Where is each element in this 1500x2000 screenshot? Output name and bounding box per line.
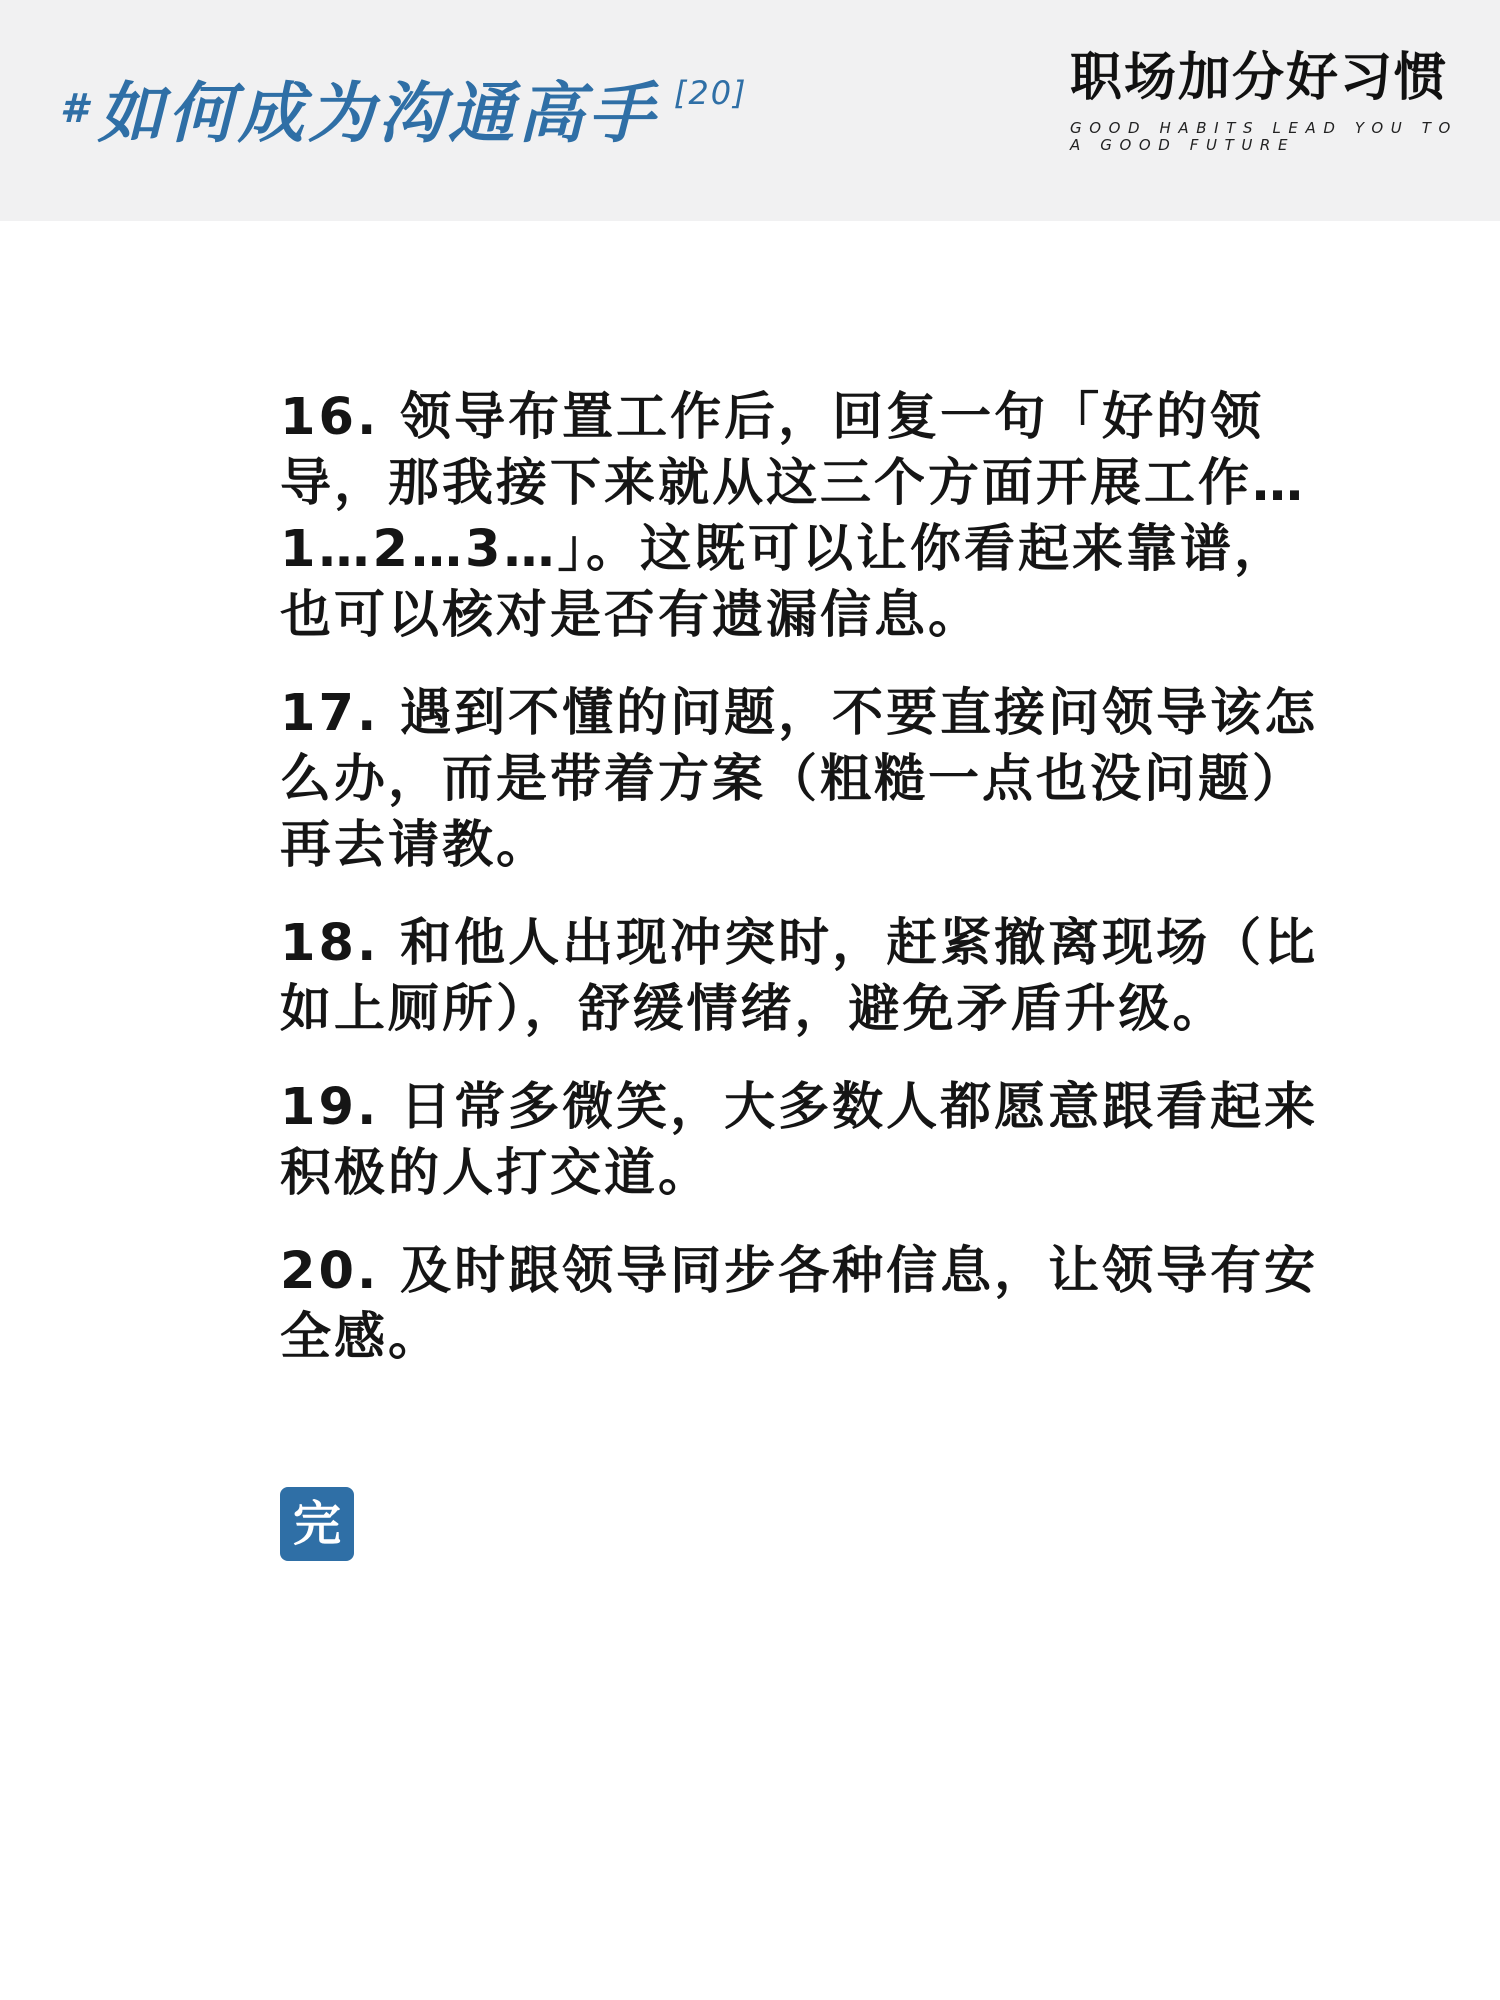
header-banner (0, 0, 1500, 221)
hash-symbol: # (60, 86, 88, 132)
tip-20: 20. 及时跟领导同步各种信息，让领导有安全感。 (280, 1242, 1319, 1367)
tip-18: 18. 和他人出现冲突时，赶紧撤离现场（比如上厕所），舒缓情绪，避免矛盾升级。 (280, 914, 1319, 1039)
page-title: 如何成为沟通高手 (97, 75, 658, 152)
tip-16: 16. 领导布置工作后，回复一句「好的领导，那我接下来就从这三个方面开展工作…1…2…3…」。这既可以让你看起来靠谱，也可以核对是否有遗漏信息。 (280, 388, 1307, 645)
tips-list (280, 385, 1340, 1403)
tip-17: 17. 遇到不懂的问题，不要直接问领导该怎么办，而是带着方案（粗糙一点也没问题）再去请教。 (280, 684, 1319, 875)
brand-title: 职场加分好习惯 (1070, 48, 1449, 108)
brand-slogan: GOOD HABITS LEAD YOU TO A GOOD FUTURE (1070, 119, 1458, 154)
episode-number: [20] (673, 74, 748, 112)
brand-block (1070, 46, 1460, 154)
series-title (60, 72, 748, 156)
tip-19: 19. 日常多微笑，大多数人都愿意跟看起来积极的人打交道。 (280, 1078, 1319, 1203)
end-badge: 完 (280, 1487, 354, 1561)
